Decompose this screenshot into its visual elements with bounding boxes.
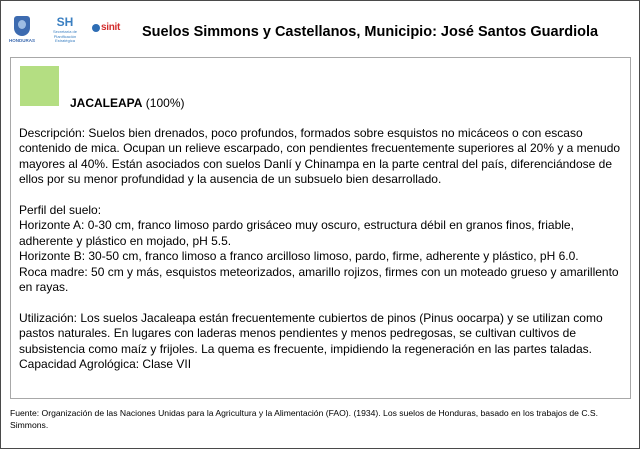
sinit-globe-icon [92, 24, 100, 32]
perfil-title: Perfil del suelo: [19, 203, 102, 218]
legend-swatch [20, 66, 59, 106]
utilizacion-paragraph: Utilización: Los suelos Jacaleapa están frecuentemente cubiertos de pinos (Pinus oocarpa) y se utilizan como pastos naturales. En lugares con laderas menos pendientes y menos pedregosas, se cultivan cultivos de subsistencia como maíz y frijoles. La quema es frecuente, impidiendo la regeneración en las partes taladas. [19, 310, 603, 356]
planificacion-mark-icon: SH [56, 15, 74, 29]
horizonte-a-text: Horizonte A: 0-30 cm, franco limoso pardo grisáceo muy oscuro, estructura débil en granos finos, friable, adherente y plástico en mojado, pH 5.5. [19, 218, 574, 248]
source-footnote: Fuente: Organización de las Naciones Unidas para la Agricultura y la Alimentación (FAO). (1934). Los suelos de Honduras, basado en los trabajos de C.S. Simmons. [10, 408, 599, 430]
header [1, 1, 639, 53]
soil-unit-percent: (100%) [145, 96, 185, 110]
soil-unit-label [70, 96, 184, 110]
roca-madre-text: Roca madre: 50 cm y más, esquistos meteorizados, amarillo rojizos, firmes con un moteado grueso y amarillento en rayas. [19, 264, 619, 295]
capacidad-agrologica-text: Capacidad Agrológica: Clase VII [19, 357, 192, 372]
soil-info-panel [10, 57, 631, 399]
descripcion-paragraph: Descripción: Suelos bien drenados, poco profundos, formados sobre esquistos no micáceos o con escaso contenido de mica. Ocupan un relieve escarpado, con pendientes frecuentemente superiores al 20% y a menudo mayores al 40%. Están asociados con suelos Danlí y Chinampa en la parte central del país, diferenciándose de ellos por su menor profundidad y la ausencia de un subsuelo bien desarrollado. [19, 126, 621, 187]
horizonte-b-text: Horizonte B: 30-50 cm, franco limoso a franco arcilloso limoso, pardo, firme, adherente y plástico, pH 6.0. [19, 249, 579, 264]
honduras-seal-logo [8, 16, 36, 46]
sinit-logo [92, 22, 128, 36]
sinit-logo-text: sinit [101, 22, 121, 33]
planificacion-logo [46, 16, 84, 46]
soil-unit-name: JACALEAPA [70, 96, 143, 110]
honduras-logo-caption: HONDURAS [8, 38, 35, 43]
page-title: Suelos Simmons y Castellanos, Municipio: José Santos Guardiola [142, 24, 599, 40]
shield-icon [14, 16, 30, 36]
soil-description-body [19, 126, 623, 372]
planificacion-logo-caption: Secretaría de Planificación Estratégica [52, 29, 77, 43]
